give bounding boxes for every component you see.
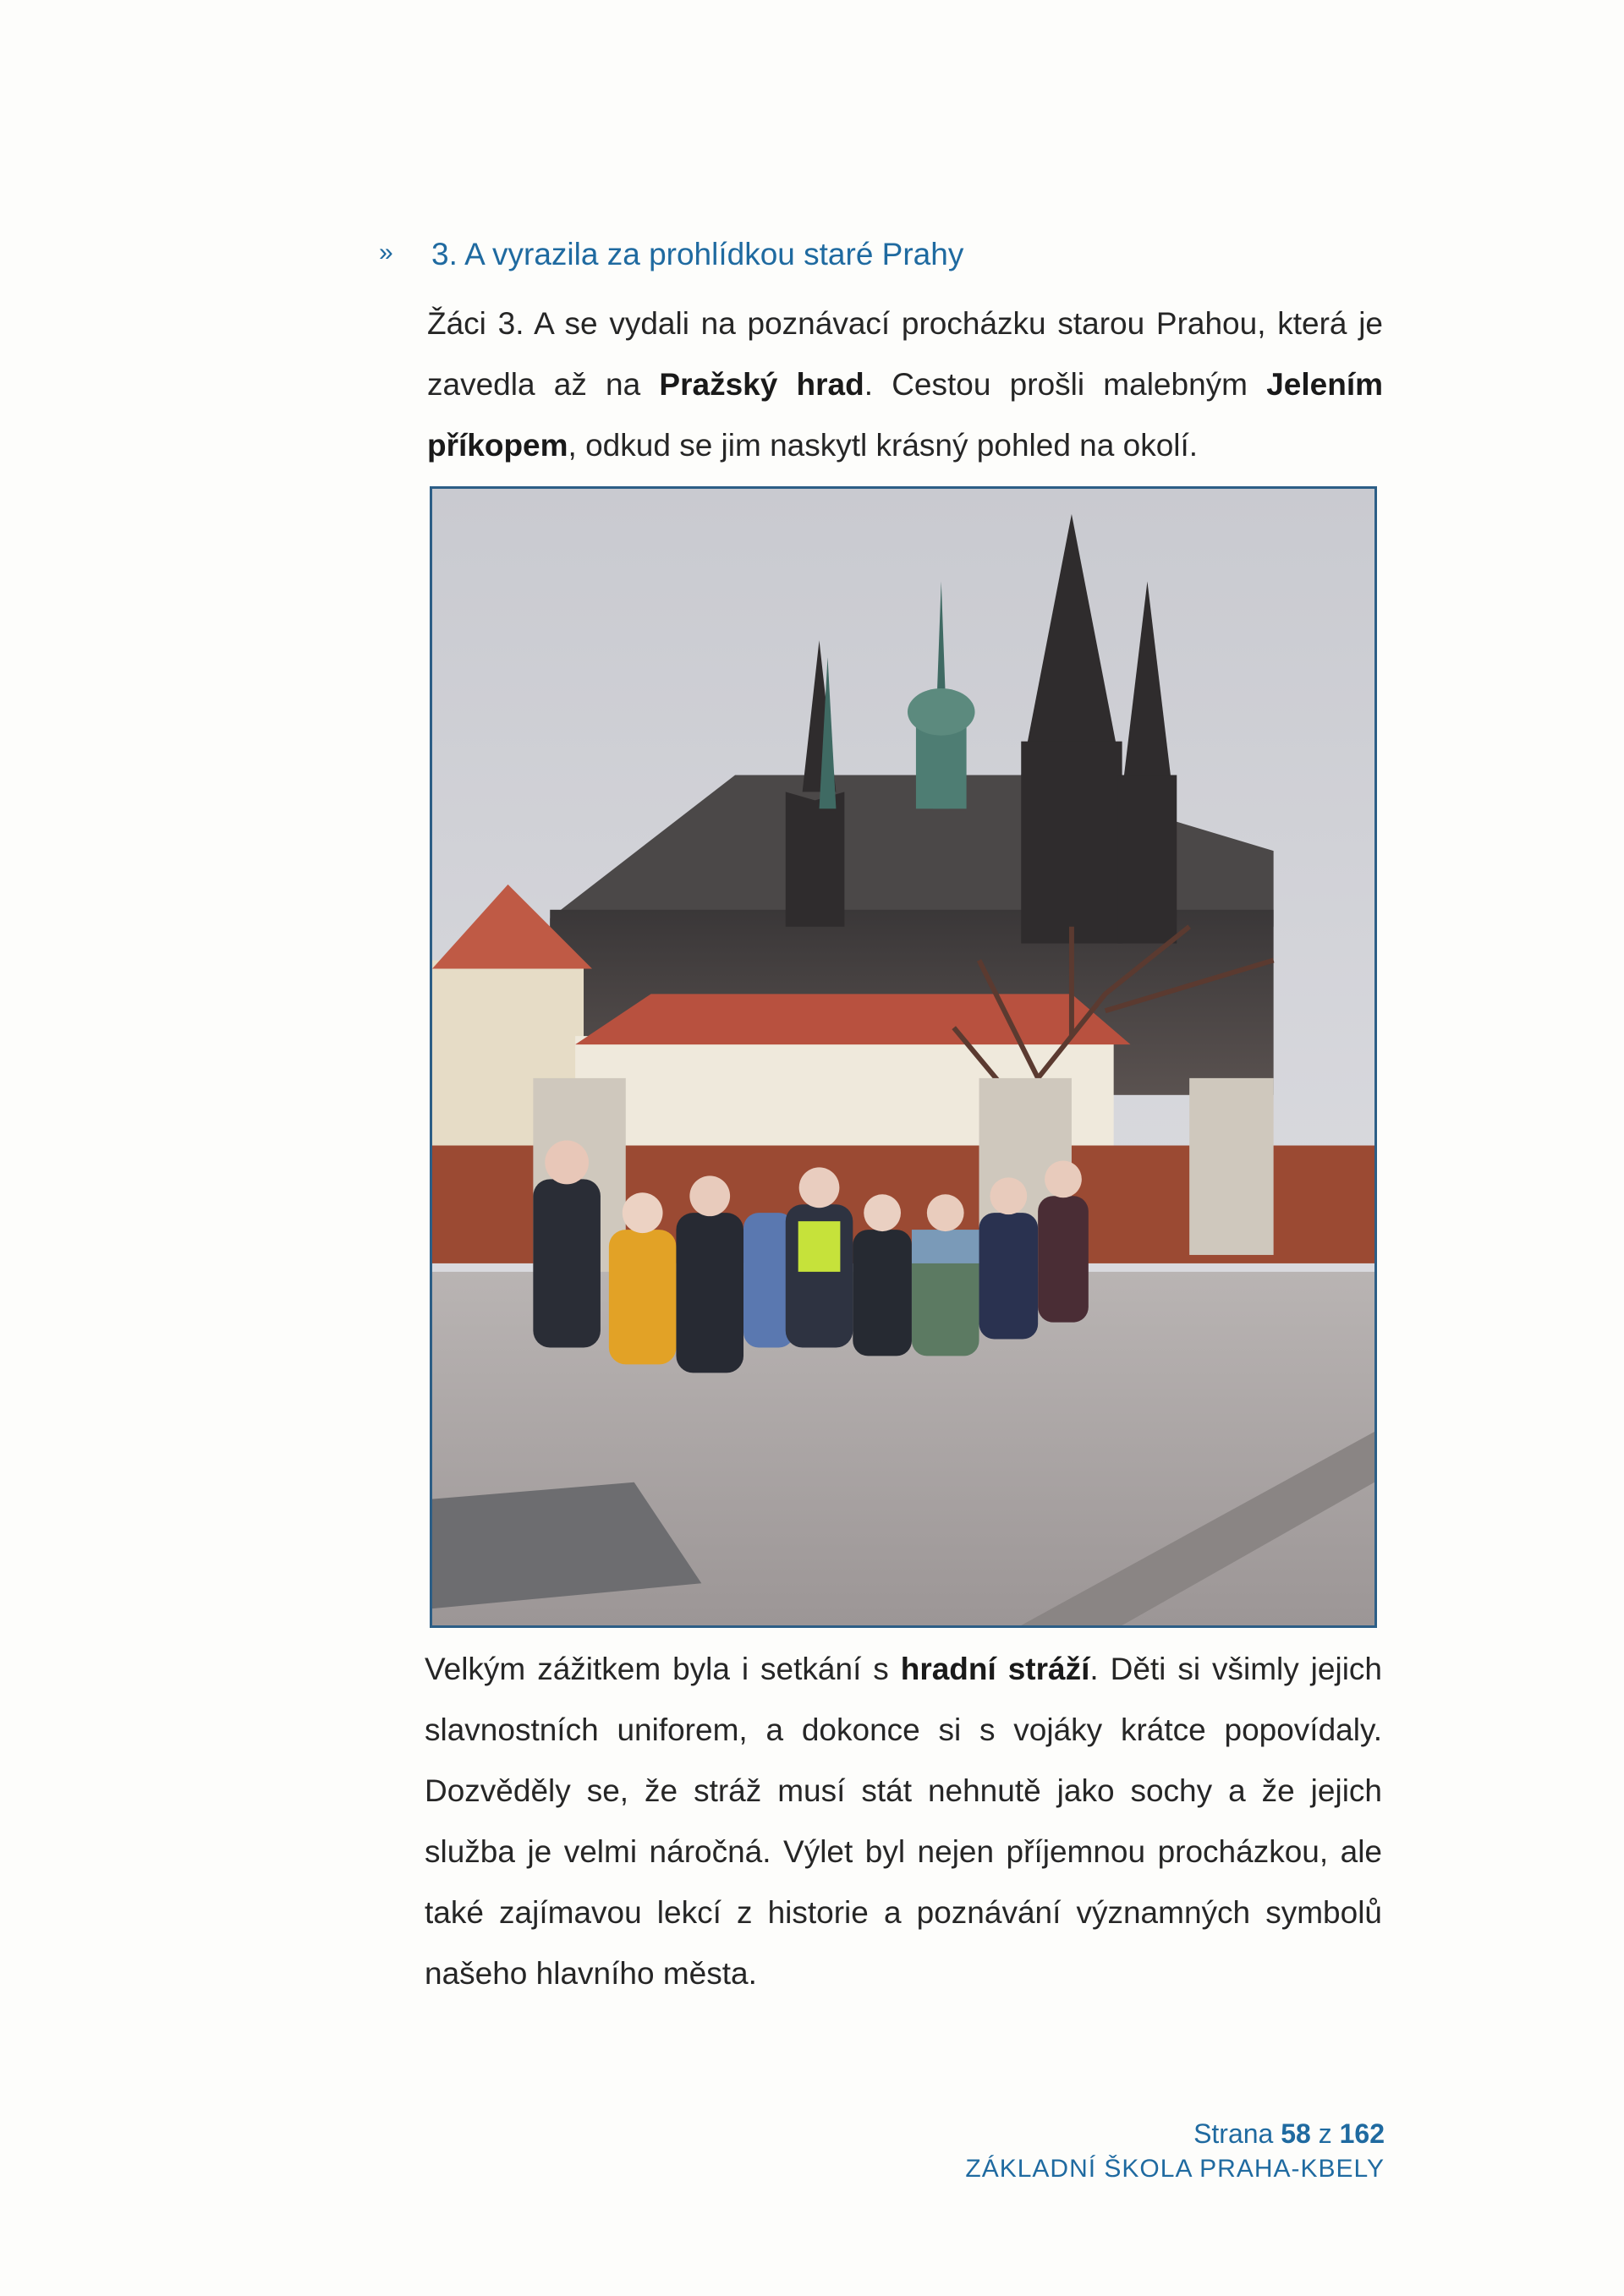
closing-text-1: Velkým zážitkem byla i setkání s [425, 1652, 901, 1686]
page-separator: z [1318, 2118, 1332, 2149]
page-current: 58 [1281, 2118, 1311, 2149]
bullet-icon: » [379, 238, 393, 266]
section-title: 3. A vyrazila za prohlídkou staré Prahy [431, 237, 964, 271]
intro-text-3: , odkud se jim naskytl krásný pohled na okolí. [568, 428, 1199, 463]
school-name: ZÁKLADNÍ ŠKOLA PRAHA-KBELY [965, 2155, 1385, 2183]
closing-text-2: . Děti si všimly jejich slavnostních uniforem, a dokonce si s vojáky krátce popovídaly. Dozvěděly se, že stráž musí stát nehnutě jako sochy a že jejich služba je velmi náročná. Výlet byl nejen příjemnou procházkou, ale také zajímavou lekcí z historie a poznávání významných symbolů našeho hlavního města. [425, 1652, 1382, 1991]
photo-illustration [432, 489, 1374, 1625]
class-photo [430, 486, 1377, 1628]
closing-bold-guard: hradní stráží [900, 1652, 1090, 1686]
intro-text-1: Žáci 3. A se vydali na poznávací procházku starou Prahou, která je zavedla až na [427, 306, 1383, 402]
intro-bold-moat: Jelením příkopem [427, 367, 1383, 463]
page-prefix: Strana [1193, 2118, 1274, 2149]
page-number [1193, 2118, 1385, 2150]
intro-paragraph [427, 293, 1383, 476]
page-total: 162 [1339, 2118, 1385, 2149]
closing-paragraph [425, 1639, 1382, 2004]
intro-text-2: . Cestou prošli malebným [864, 367, 1267, 402]
intro-bold-castle: Pražský hrad [659, 367, 864, 402]
